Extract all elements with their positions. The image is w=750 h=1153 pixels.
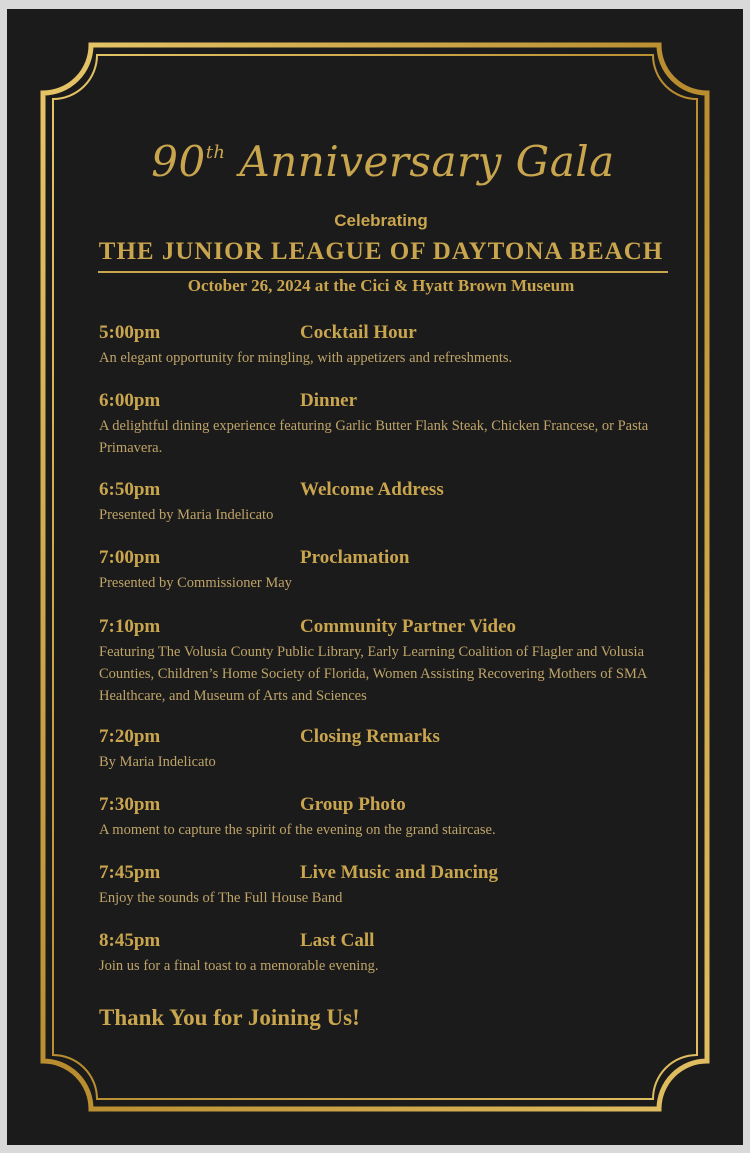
schedule-time: 8:45pm	[99, 930, 161, 951]
schedule-list	[99, 322, 659, 982]
schedule-item	[99, 479, 659, 547]
schedule-event: Cocktail Hour	[300, 322, 417, 343]
schedule-event: Dinner	[300, 390, 357, 411]
schedule-description: A delightful dining experience featuring Garlic Butter Flank Steak, Chicken Francese, or Pasta Primavera.	[99, 418, 649, 456]
organization-name: THE JUNIOR LEAGUE OF DAYTONA BEACH	[98, 238, 664, 265]
schedule-description: Presented by Commissioner May	[99, 575, 292, 591]
schedule-time: 6:00pm	[99, 390, 161, 411]
invitation-card	[7, 9, 743, 1145]
celebrating-label: Celebrating	[334, 211, 428, 230]
schedule-description: Join us for a final toast to a memorable evening.	[99, 958, 379, 974]
schedule-event: Closing Remarks	[300, 726, 440, 747]
schedule-event: Live Music and Dancing	[300, 862, 498, 883]
schedule-time: 7:45pm	[99, 862, 161, 883]
title-number: 90	[151, 137, 206, 186]
schedule-item	[99, 390, 659, 479]
closing-message: Thank You for Joining Us!	[99, 1005, 360, 1030]
schedule-item	[99, 862, 659, 930]
schedule-item	[99, 616, 659, 726]
schedule-item	[99, 930, 659, 982]
title-text: Anniversary Gala	[239, 137, 615, 186]
schedule-item	[99, 322, 659, 390]
schedule-description: An elegant opportunity for mingling, with appetizers and refreshments.	[99, 350, 513, 366]
schedule-event: Proclamation	[300, 547, 410, 568]
schedule-event: Group Photo	[300, 794, 406, 815]
title-superscript: th	[205, 142, 226, 163]
schedule-item	[99, 794, 659, 862]
schedule-time: 7:00pm	[99, 547, 161, 568]
schedule-item	[99, 726, 659, 794]
schedule-event: Community Partner Video	[300, 616, 517, 637]
schedule-description: By Maria Indelicato	[99, 754, 216, 770]
schedule-description: Enjoy the sounds of The Full House Band	[99, 890, 343, 906]
divider-line	[98, 271, 668, 273]
schedule-description: Featuring The Volusia County Public Library, Early Learning Coalition of Flagler and Volusia Counties, Children’s Home Society of Florida, Women Assisting Recovering Mothers of SMA Healthcare, and Museum of Arts and Sciences	[99, 644, 647, 704]
schedule-description: Presented by Maria Indelicato	[99, 507, 274, 523]
schedule-description: A moment to capture the spirit of the evening on the grand staircase.	[99, 822, 496, 838]
gala-title	[133, 137, 633, 186]
schedule-event: Welcome Address	[300, 479, 444, 500]
schedule-event: Last Call	[300, 930, 375, 951]
schedule-time: 7:20pm	[99, 726, 161, 747]
schedule-time: 7:30pm	[99, 794, 161, 815]
schedule-time: 6:50pm	[99, 479, 161, 500]
date-location: October 26, 2024 at the Cici & Hyatt Brown Museum	[187, 276, 575, 295]
schedule-time: 5:00pm	[99, 322, 161, 343]
schedule-item	[99, 547, 659, 616]
schedule-time: 7:10pm	[99, 616, 161, 637]
